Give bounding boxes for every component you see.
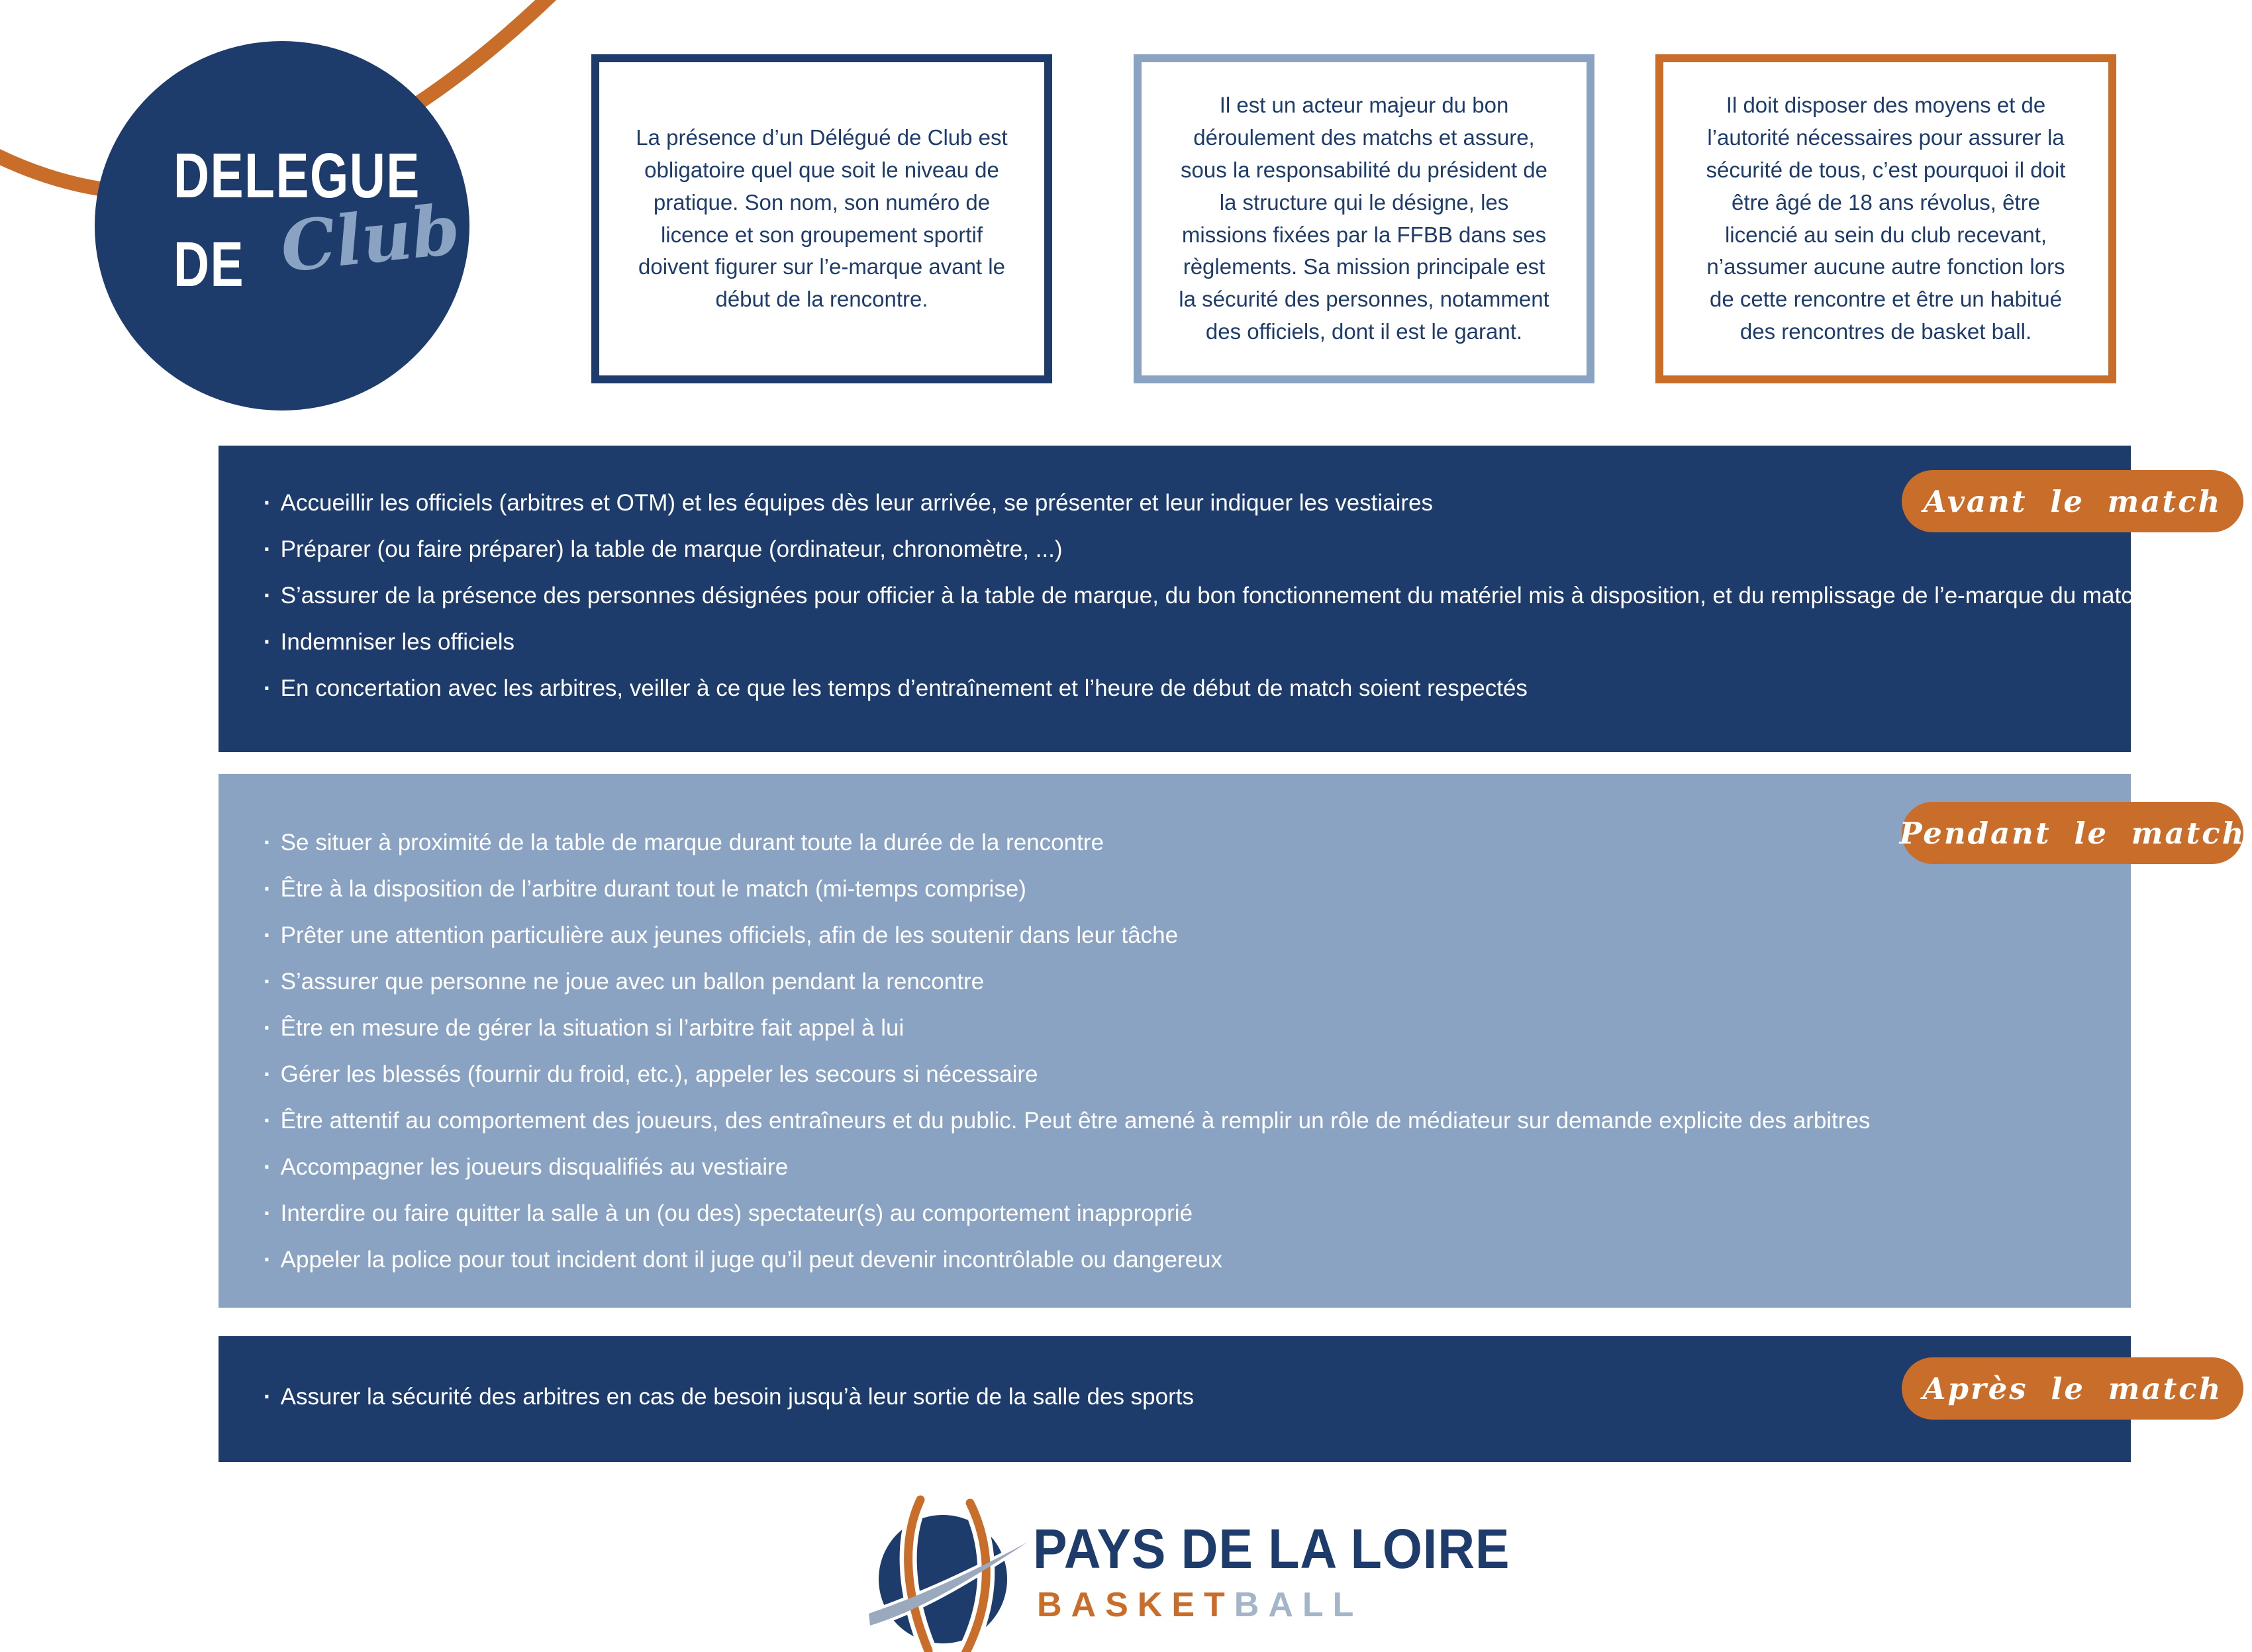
footer-wordmark-sport [1037, 1588, 1363, 1622]
list-item-text: S’assurer que personne ne joue avec un ballon pendant la rencontre [280, 969, 985, 995]
list-item-text: Assurer la sécurité des arbitres en cas de besoin jusqu’à leur sortie de la salle des sports [280, 1384, 1194, 1410]
list-item [264, 1098, 2071, 1144]
list-item-text: Accueillir les officiels (arbitres et OTM) et les équipes dès leur arrivée, se présenter et leur indiquer les vestiaires [280, 490, 1434, 516]
list-item [264, 866, 2071, 912]
list-item [264, 573, 2146, 619]
list-item-text: En concertation avec les arbitres, veiller à ce que les temps d’entraînement et l’heure de début de match soient respectés [280, 675, 1528, 701]
footer-wordmark-basket: BASKET [1037, 1586, 1234, 1624]
list-item [264, 1374, 2071, 1420]
intro-box-conditions [1655, 54, 2116, 383]
bullet-dot: · [264, 1200, 271, 1226]
list-item [264, 665, 2071, 712]
intro-box-role-text: Il est un acteur majeur du bon déroulement des matchs et assure, sous la responsabilité du président de la structure qui le désigne, les missions fixées par la FFBB dans ses règlements. Sa mission principale est la sécurité des personnes, notamment des officiels, dont il est le garant. [1179, 93, 1549, 344]
list-item [264, 619, 2071, 665]
list-item [264, 1051, 2071, 1098]
list-item-text: Prêter une attention particulière aux jeunes officiels, afin de les soutenir dans leur tâche [280, 922, 1179, 948]
intro-box-presence-text: La présence d’un Délégué de Club est obligatoire quel que soit le niveau de pratique. Son nom, son numéro de licence et son groupement sportif doivent figurer sur l’e-marque avant le début de la rencontre. [636, 125, 1008, 312]
list-item-text: Être attentif au comportement des joueurs, des entraîneurs et du public. Peut être amené à remplir un rôle de médiateur sur demande explicite des arbitres [280, 1108, 1871, 1134]
list-item-text: Interdire ou faire quitter la salle à un (ou des) spectateur(s) au comportement inapproprié [280, 1200, 1193, 1226]
footer-wordmark-ball: BALL [1234, 1586, 1363, 1624]
list-item [264, 959, 2071, 1005]
list-item-text: Être en mesure de gérer la situation si l’arbitre fait appel à lui [280, 1015, 905, 1041]
list-item [264, 1005, 2071, 1051]
intro-box-conditions-text: Il doit disposer des moyens et de l’autorité nécessaires pour assurer la sécurité de tous, c’est pourquoi il doit être âgé de 18 ans révolus, être licencié au sein du club recevant, n’assumer aucune autre fonction lors de cette rencontre et être un habitué des rencontres de basket ball. [1706, 93, 2066, 344]
list-item [264, 1144, 2071, 1190]
title-circle [95, 41, 469, 411]
bullet-dot: · [264, 536, 271, 562]
list-item [264, 1190, 2071, 1237]
bullet-dot: · [264, 675, 271, 701]
list-item-text: Préparer (ou faire préparer) la table de marque (ordinateur, chronomètre, ...) [280, 536, 1063, 562]
panel-avant-le-match [219, 446, 2146, 752]
list-item-text: Être à la disposition de l’arbitre durant tout le match (mi-temps comprise) [280, 876, 1026, 902]
list-item [264, 912, 2071, 959]
list-item-text: Indemniser les officiels [280, 629, 515, 655]
bullet-dot: · [264, 876, 271, 902]
list-item-text: Accompagner les joueurs disqualifiés au vestiaire [280, 1154, 789, 1180]
title-block [173, 140, 490, 300]
badge-pendant-le-match-label: Pendant le match [1899, 815, 2246, 851]
badge-pendant-le-match [1899, 802, 2246, 864]
bullet-dot: · [264, 1247, 271, 1273]
title-line-de: DE [173, 229, 245, 300]
badge-avant-le-match [1902, 470, 2243, 532]
bullet-dot: · [264, 969, 271, 995]
bullet-dot: · [264, 1154, 271, 1180]
bullet-dot: · [264, 1061, 271, 1087]
list-item [264, 526, 2071, 573]
bullet-dot: · [264, 1015, 271, 1041]
list-item [264, 480, 2071, 526]
bullet-dot: · [264, 583, 271, 608]
list-item [264, 1237, 2071, 1283]
list-item-text: Appeler la police pour tout incident dont il juge qu’il peut devenir incontrôlable ou dangereux [280, 1247, 1223, 1273]
list-item-text: S’assurer de la présence des personnes désignées pour officier à la table de marque, du bon fonctionnement du matériel mis à disposition, et du remplissage de l’e-marque du match [280, 583, 2146, 608]
intro-box-role [1134, 54, 1594, 383]
list-item-text: Se situer à proximité de la table de marque durant toute la durée de la rencontre [280, 830, 1104, 855]
badge-apres-le-match [1902, 1357, 2243, 1420]
bullet-dot: · [264, 922, 271, 948]
list-item-text: Gérer les blessés (fournir du froid, etc.), appeler les secours si nécessaire [280, 1061, 1038, 1087]
list-item [264, 820, 2071, 866]
bullet-dot: · [264, 830, 271, 855]
badge-apres-le-match-label: Après le match [1922, 1371, 2223, 1406]
footer-wordmark-region: PAYS DE LA LOIRE [1033, 1518, 1510, 1580]
bullet-dot: · [264, 1108, 271, 1134]
panel-apres-le-match [219, 1336, 2131, 1462]
bullet-dot: · [264, 1384, 271, 1410]
badge-avant-le-match-label: Avant le match [1923, 483, 2222, 519]
title-script-club: Club [277, 188, 464, 288]
panel-pendant-le-match [219, 774, 2131, 1308]
title-line-delegue: DELEGUE [173, 140, 420, 211]
bullet-dot: · [264, 629, 271, 655]
intro-box-presence [591, 54, 1052, 383]
bullet-dot: · [264, 490, 271, 516]
